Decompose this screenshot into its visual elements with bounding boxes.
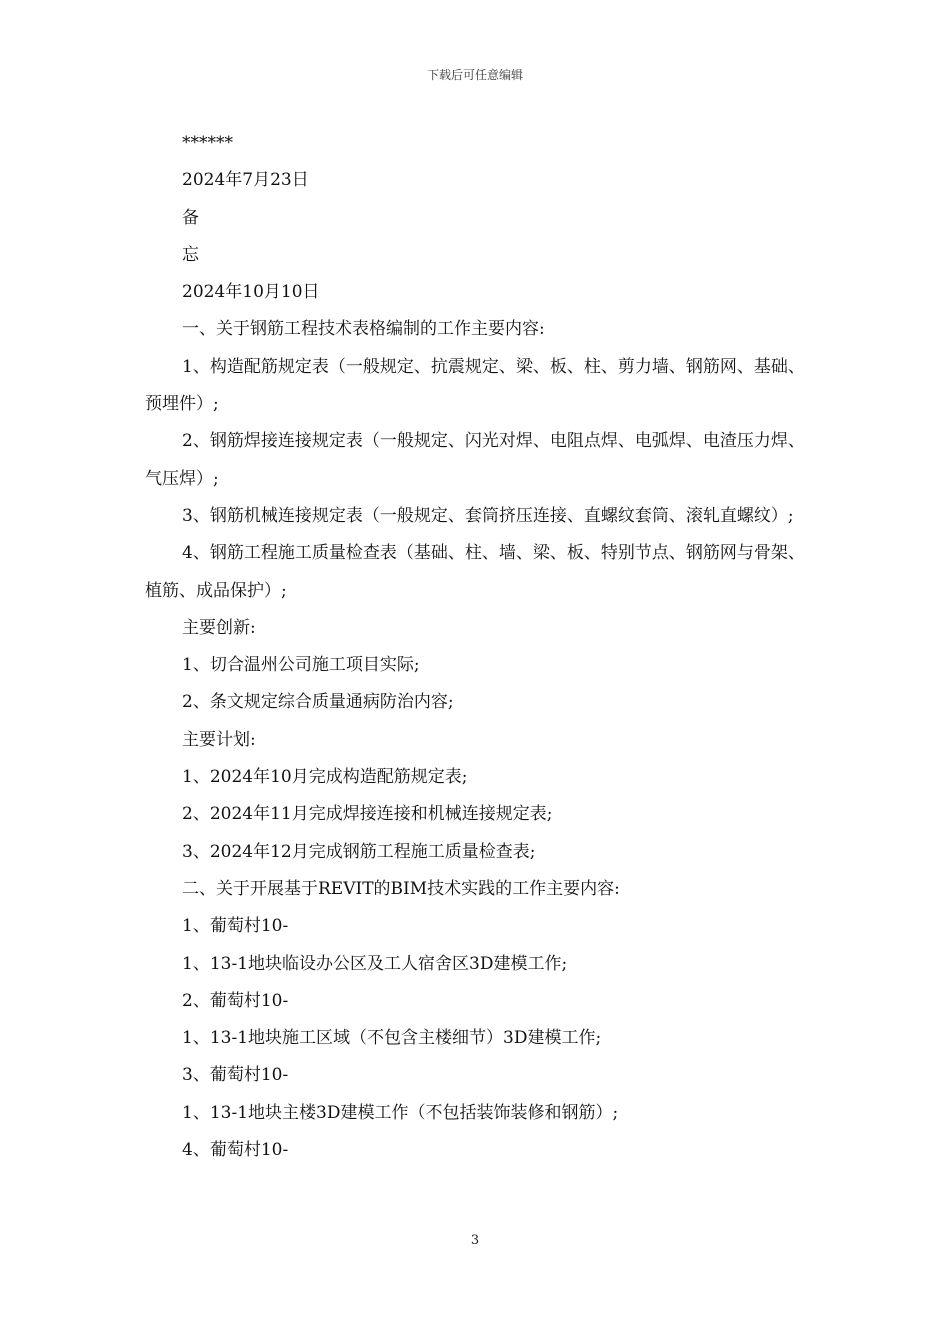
list-item: 1、构造配筋规定表（一般规定、抗震规定、梁、板、柱、剪力墙、钢筋网、基础、预埋件）; [145, 356, 805, 415]
list-item: 1、13-1地块施工区域（不包含主楼细节）3D建模工作; [182, 1028, 602, 1049]
list-item: 2、钢筋焊接连接规定表（一般规定、闪光对焊、电阻点焊、电弧焊、电渣压力焊、气压焊）; [145, 431, 805, 489]
list-item: 2、葡萄村10- [182, 990, 289, 1011]
list-item: 4、钢筋工程施工质量检查表（基础、柱、墙、梁、板、特别节点、钢筋网与骨架、植筋、成品保护）; [145, 543, 805, 601]
list-item: 1、13-1地块临设办公区及工人宿舍区3D建模工作; [182, 953, 568, 974]
text-line: 备 [182, 207, 199, 228]
list-item: 1、13-1地块主楼3D建模工作（不包括装饰装修和钢筋）; [182, 1102, 619, 1123]
list-item: 1、2024年10月完成构造配筋规定表; [182, 767, 468, 788]
list-item: 2、2024年11月完成焊接连接和机械连接规定表; [182, 804, 553, 825]
page-header: 下载后可任意编辑 [426, 68, 523, 82]
list-item: 3、钢筋机械连接规定表（一般规定、套筒挤压连接、直螺纹套筒、滚轧直螺纹）; [182, 505, 794, 526]
page-number: 3 [470, 1233, 480, 1248]
list-item: 1、葡萄村10- [182, 916, 289, 937]
text-line: ****** [182, 133, 233, 153]
list-item: 4、葡萄村10- [182, 1140, 289, 1161]
list-item: 3、葡萄村10- [182, 1065, 289, 1086]
document-body [145, 125, 820, 1169]
text-line: 忘 [182, 244, 199, 265]
section-heading: 二、关于开展基于REVIT的BIM技术实践的工作主要内容: [182, 878, 620, 899]
subheading: 主要计划: [182, 729, 256, 750]
date-line: 2024年7月23日 [182, 170, 309, 191]
list-item: 3、2024年12月完成钢筋工程施工质量检查表; [182, 841, 536, 862]
list-item: 2、条文规定综合质量通病防治内容; [182, 692, 454, 713]
section-heading: 一、关于钢筋工程技术表格编制的工作主要内容: [182, 319, 545, 340]
subheading: 主要创新: [182, 617, 256, 638]
list-item: 1、切合温州公司施工项目实际; [182, 655, 420, 676]
date-line: 2024年10月10日 [182, 282, 320, 303]
